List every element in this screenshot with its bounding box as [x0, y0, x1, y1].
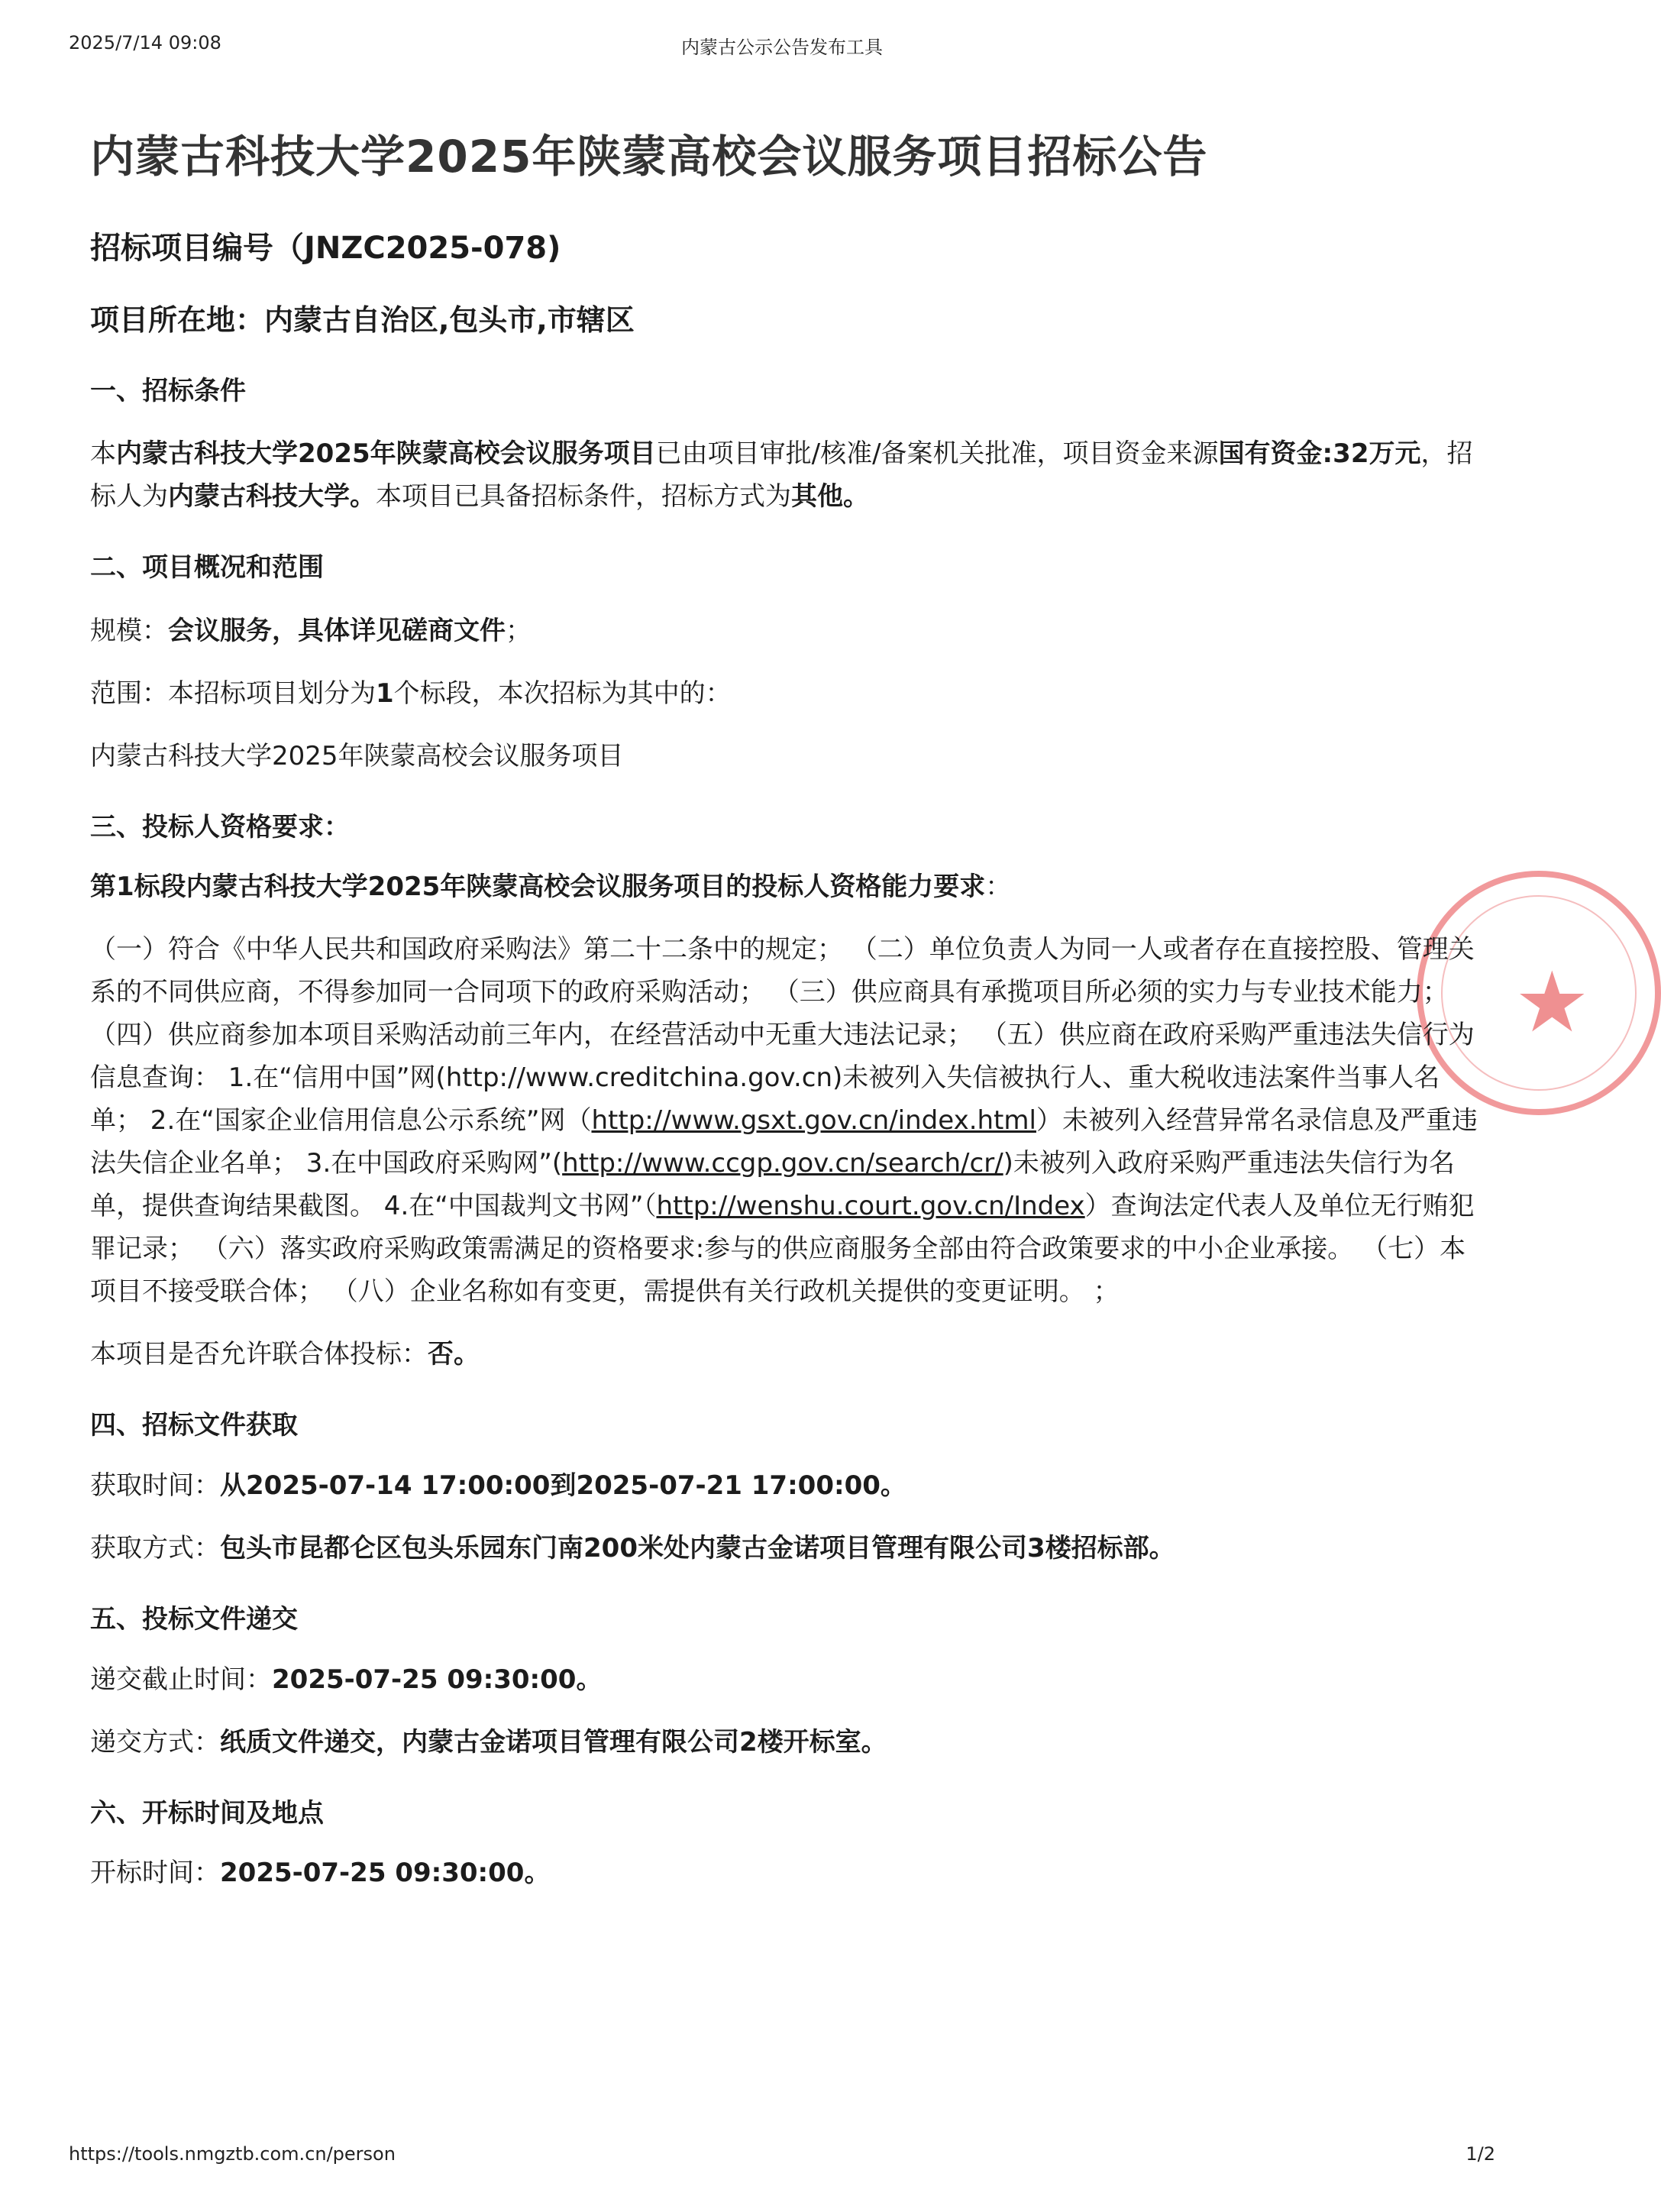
tenderer-bold: 内蒙古科技大学。 [168, 481, 376, 513]
opening-time-label: 开标时间： [90, 1858, 220, 1889]
consortium-value: 否。 [428, 1339, 480, 1370]
consortium-label: 本项目是否允许联合体投标： [90, 1339, 428, 1370]
wenshu-link[interactable]: http://wenshu.court.gov.cn/Index [656, 1191, 1085, 1222]
print-datetime: 2025/7/14 09:08 [69, 32, 221, 53]
tender-conditions-paragraph [90, 432, 1480, 518]
submit-deadline-value: 2025-07-25 09:30:00。 [272, 1664, 603, 1695]
submit-deadline-label: 递交截止时间： [90, 1664, 272, 1695]
text-fragment: 本项目已具备招标条件，招标方式为 [376, 481, 791, 513]
acquire-method-line [90, 1527, 1480, 1570]
gsxt-link[interactable]: http://www.gsxt.gov.cn/index.html [591, 1105, 1036, 1137]
scale-label: 规模： [90, 615, 168, 646]
section-heading-2: 二、项目概况和范围 [90, 552, 324, 584]
fund-source-bold: 国有资金:32万元 [1218, 438, 1421, 470]
print-page-title: 内蒙古公示公告发布工具 [681, 37, 883, 58]
acquire-time-line [90, 1464, 1480, 1507]
opening-time-value: 2025-07-25 09:30:00。 [220, 1858, 551, 1889]
section-heading-3: 三、投标人资格要求： [90, 811, 350, 842]
acquire-time-label: 获取时间： [90, 1470, 220, 1501]
text-fragment: ，招标人为 [90, 438, 1473, 513]
lot-name: 内蒙古科技大学2025年陕蒙高校会议服务项目 [90, 740, 624, 771]
print-footer [0, 2143, 1564, 2168]
print-url: https://tools.nmgztb.com.cn/person [69, 2143, 396, 2165]
document-title: 内蒙古科技大学2025年陕蒙高校会议服务项目招标公告 [90, 131, 1208, 183]
opening-time-line [90, 1851, 1480, 1894]
ccgp-link[interactable]: http://www.ccgp.gov.cn/search/cr/ [562, 1148, 1003, 1179]
project-name-bold: 内蒙古科技大学2025年陕蒙高校会议服务项目 [116, 438, 656, 470]
text-fragment: 本 [90, 438, 116, 470]
text-fragment: ）查询法定代表人及单位无行贿犯罪记录； （六）落实政府采购政策需满足的资格要求:参与的供应商服务全部由符合政策要求的中小企业承接。 （七）本项目不接受联合体； （八）企业名称如有变更，需提供有关行政机关提供的变更证明。 ； [90, 1191, 1475, 1308]
announcement-document [90, 115, 1480, 1894]
print-page-number: 1/2 [1465, 2143, 1495, 2165]
section-heading-6: 六、开标时间及地点 [90, 1797, 324, 1829]
text-fragment: ： [985, 872, 1012, 903]
submit-method-line [90, 1721, 1480, 1764]
text-fragment: ； [506, 615, 532, 646]
seal-star-icon: ★ [1514, 953, 1590, 1051]
scale-value: 会议服务，具体详见磋商文件 [168, 615, 506, 646]
project-number: 招标项目编号（JNZC2025-078) [90, 231, 561, 267]
acquire-time-value: 从2025-07-14 17:00:00到2025-07-21 17:00:00。 [220, 1470, 906, 1501]
lot-requirement-title [90, 865, 1480, 908]
text-fragment: 个标段，本次招标为其中的： [393, 678, 732, 709]
tender-method-bold: 其他。 [791, 481, 869, 513]
text-fragment: 已由项目审批/核准/备案机关批准，项目资金来源 [655, 438, 1219, 470]
consortium-line [90, 1333, 1480, 1376]
submit-method-label: 递交方式： [90, 1726, 220, 1758]
project-location: 项目所在地：内蒙古自治区,包头市,市辖区 [90, 303, 635, 338]
section-heading-4: 四、招标文件获取 [90, 1410, 298, 1441]
print-header [0, 32, 1564, 57]
submit-deadline-line [90, 1658, 1480, 1701]
text-fragment: 范围：本招标项目划分为 [90, 678, 376, 709]
lot-requirement-title-bold: 第1标段内蒙古科技大学2025年陕蒙高校会议服务项目的投标人资格能力要求 [90, 872, 986, 903]
qualification-requirements-paragraph [90, 928, 1480, 1313]
section-heading-1: 一、招标条件 [90, 375, 246, 406]
text-fragment: ）未被列入经营异常名录信息及严重违法失信企业名单； 3.在中国政府采购网”( [90, 1105, 1478, 1179]
submit-method-value: 纸质文件递交，内蒙古金诺项目管理有限公司2楼开标室。 [220, 1726, 887, 1758]
lot-count: 1 [376, 678, 394, 709]
text-fragment: )未被列入政府采购严重违法失信行为名单，提供查询结果截图。 4.在“中国裁判文书网”（ [90, 1148, 1455, 1222]
acquire-method-value: 包头市昆都仑区包头乐园东门南200米处内蒙古金诺项目管理有限公司3楼招标部。 [220, 1532, 1175, 1564]
scale-line [90, 610, 1480, 652]
acquire-method-label: 获取方式： [90, 1532, 220, 1564]
section-heading-5: 五、投标文件递交 [90, 1603, 298, 1635]
scope-line [90, 672, 1480, 715]
text-fragment: （一）符合《中华人民共和国政府采购法》第二十二条中的规定； （二）单位负责人为同一人或者存在直接控股、管理关系的不同供应商，不得参加同一合同项下的政府采购活动； （三）供应商具有承揽项目所必须的实力与专业技术能力； （四）供应商参加本项目采购活动前三年内，在经营活动中无重大违法记录； （五）供应商在政府采购严重违法失信行为信息查询： 1.在“信用中国”网(http://www.creditchina.gov.cn)未被列入失信被执行人、重大税收违法案件当事人名单； 2.在“国家企业信用信息公示系统”网（ [90, 934, 1475, 1137]
